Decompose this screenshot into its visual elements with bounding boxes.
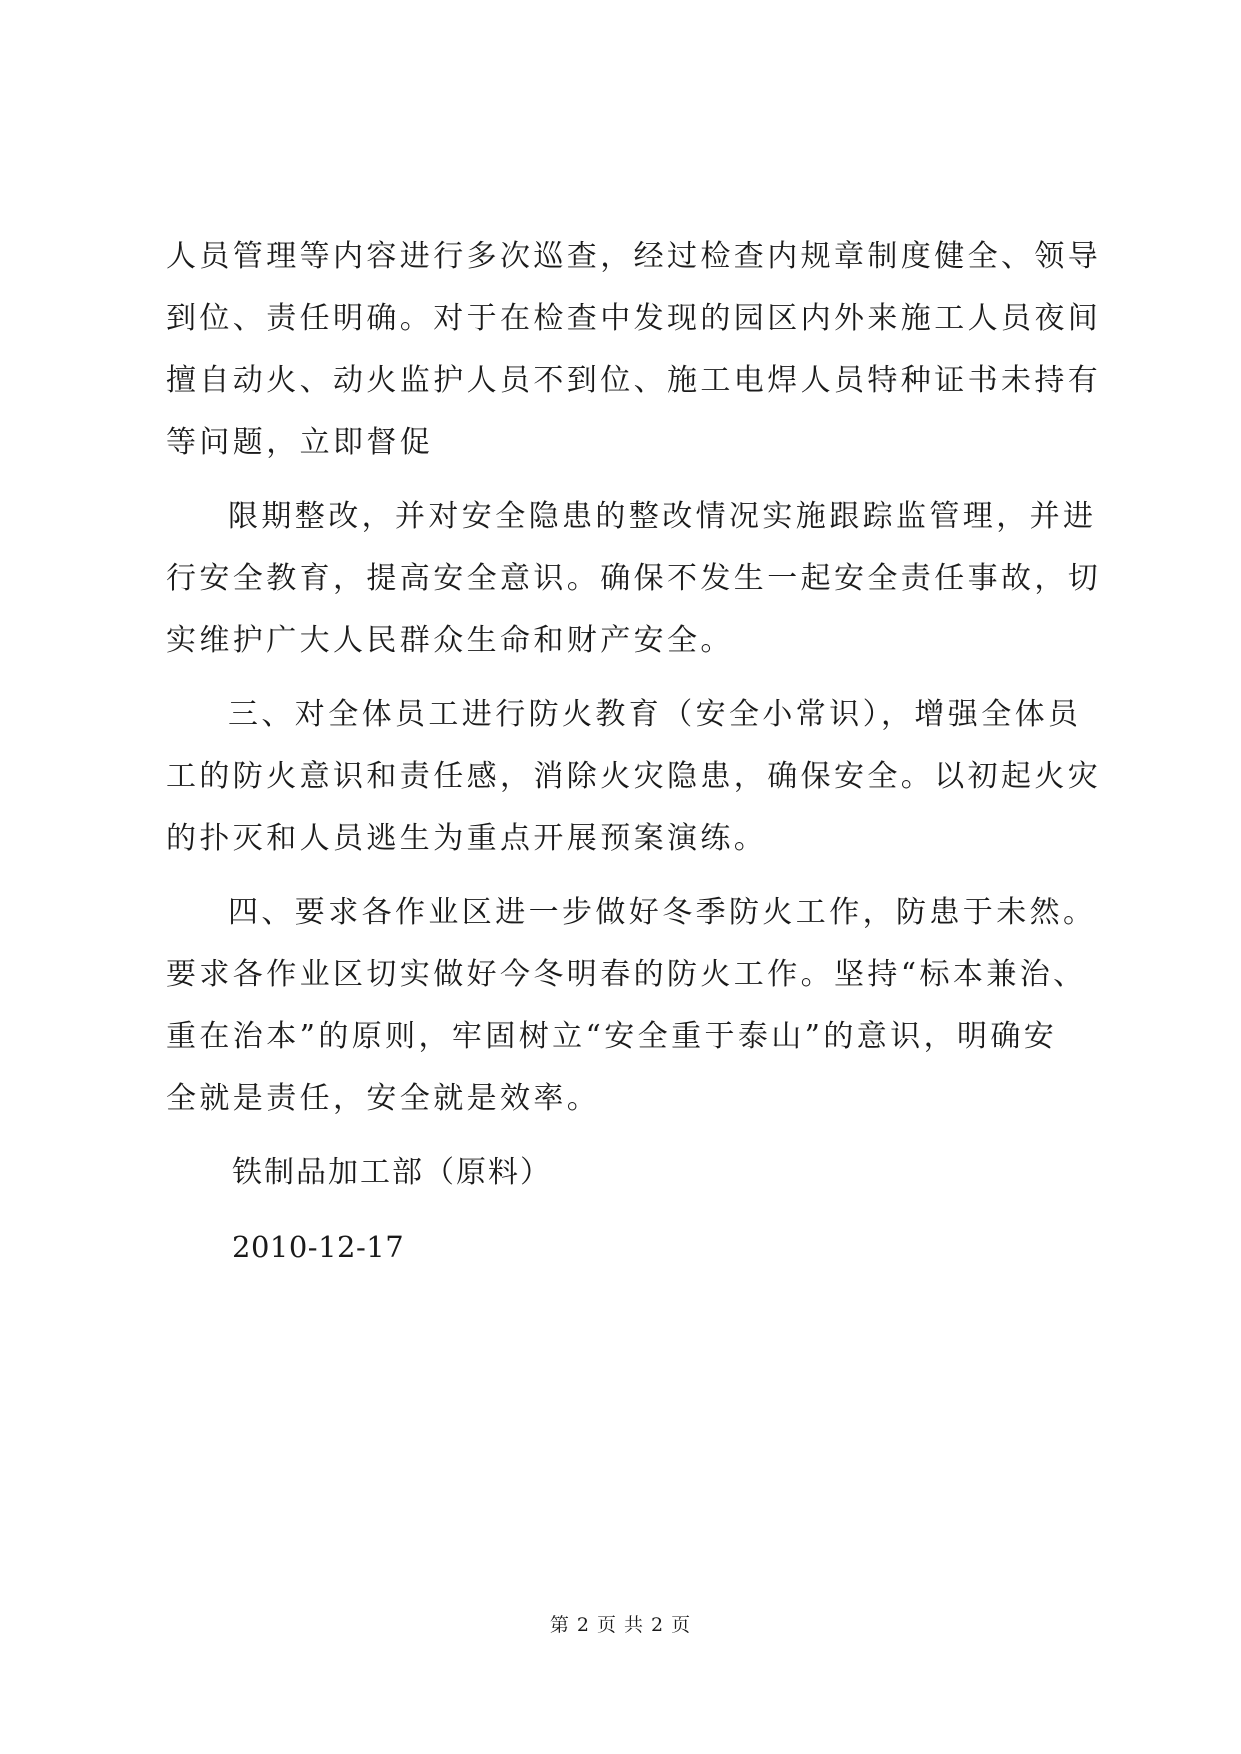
signature-department: 铁制品加工部（原料） [232,1155,552,1190]
text-line: 工的防火意识和责任感，消除火灾隐患，确保安全。以初起火灾 [166,759,1102,794]
text-line: 人员管理等内容进行多次巡查，经过检查内规章制度健全、领导 [166,239,1102,274]
paragraph-continued [166,226,1102,474]
paragraph-three [166,684,1102,870]
text-line: 重在治本”的原则，牢固树立“安全重于泰山”的意识，明确安 [166,1019,1058,1054]
paragraph-gap [166,474,1086,486]
text-line: 限期整改，并对安全隐患的整改情况实施跟踪监管理，并进 [228,499,1097,534]
paragraph-four [166,882,1097,1130]
text-line: 的扑灭和人员逃生为重点开展预案演练。 [166,821,768,856]
paragraph-gap [166,870,1086,882]
document-body [166,226,1102,1278]
paragraph-gap [166,1204,1086,1216]
text-line: 等问题，立即督促 [166,425,434,460]
text-line: 行安全教育，提高安全意识。确保不发生一起安全责任事故，切 [166,561,1102,596]
text-line: 三、对全体员工进行防火教育（安全小常识），增强全体员 [228,697,1082,732]
signature-date: 2010-12-17 [232,1230,405,1264]
paragraph-rectify [166,486,1102,672]
text-line: 到位、责任明确。对于在检查中发现的园区内外来施工人员夜间 [166,301,1102,336]
text-line: 全就是责任，安全就是效率。 [166,1081,601,1116]
paragraph-gap [166,672,1086,684]
text-line: 实维护广大人民群众生命和财产安全。 [166,623,734,658]
text-line: 四、要求各作业区进一步做好冬季防火工作，防患于未然。 [228,895,1097,930]
paragraph-gap [166,1130,1086,1142]
text-line: 擅自动火、动火监护人员不到位、施工电焊人员特种证书未持有 [166,363,1102,398]
text-line: 要求各作业区切实做好今冬明春的防火工作。坚持“标本兼治、 [166,957,1087,992]
page-footer: 第 2 页 共 2 页 [549,1614,692,1636]
